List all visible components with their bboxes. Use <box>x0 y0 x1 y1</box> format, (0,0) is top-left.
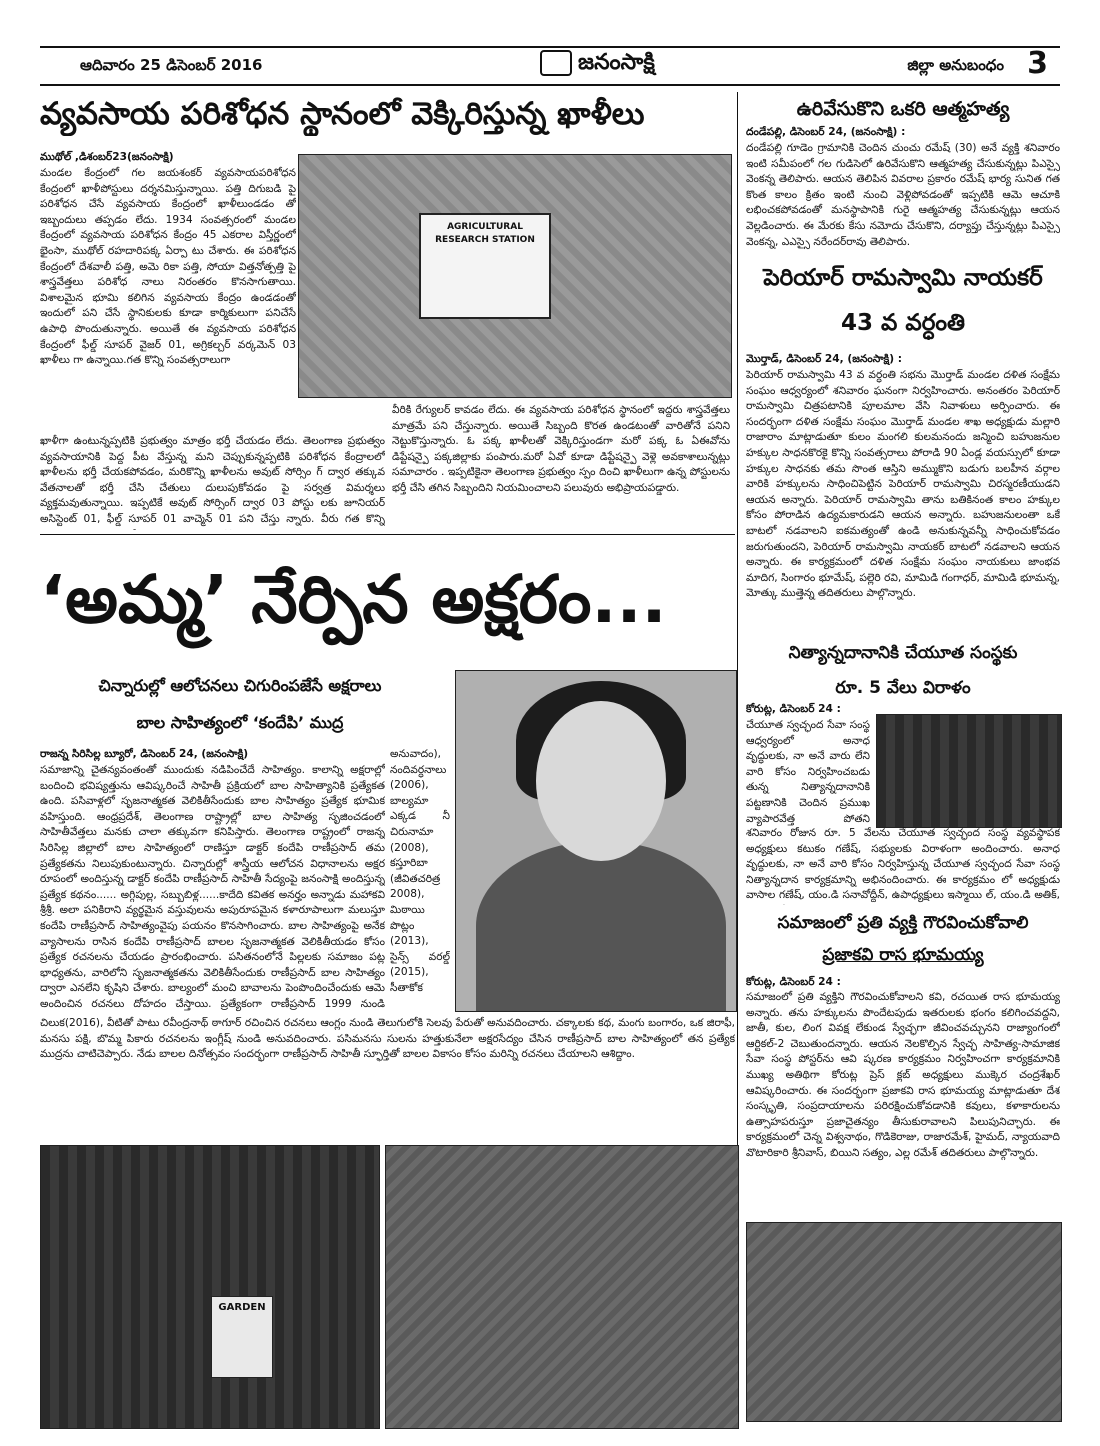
story2-dateline: దండేపల్లి, డిసెంబర్ 24, (జనంసాక్షి) : <box>746 126 906 138</box>
research-station-photo <box>298 154 732 398</box>
research-station-sign: AGRICULTURAL RESEARCH STATION <box>419 213 551 319</box>
story4-body-wide: శనివారం రోజున రూ. 5 వేలను చేయూత స్వచ్ఛంద సంస్థ వ్యవస్థాపక అధ్యక్షులు కటుకం గణేష్, సభ్యులకు విరాళంగా అందించారు. అనాధ వృద్ధులకు, నా అనే వారి కోసం నిర్వహిస్తున్న చేయూత స్వచ్ఛంద సేవా సంస్థ నిత్యాన్నదాన కార్యక్రమాన్ని అభినందించారు. ఈ కార్యక్రమం లో అధ్యక్షుడు వాసాల గణేష్, యం.డి సనావోద్దీన్, ఉపాధ్యక్షులు ఇస్మాయి ల్, యం.డి అతిక్, <box>746 827 1060 902</box>
book-signing-photo <box>385 1145 739 1429</box>
story1-column1: మండల కేంద్రంలో గల జయశంకర్ వ్యవసాయపరిశోధన కేంద్రంలో ఖాళీపోస్టులు దర్శనమిస్తున్నాయి. పత్తి దిగుబడి పై పరిశోధన చేసే వ్యవసాయ కేంద్రంలో ఖాళీలుండడం తో ఇబ్బందులు తప్పడం లేదు. 1934 సంవత్సరంలో మండల కేంద్రంలో వ్యవసాయ పరిశోధన కేంద్రం 45 ఎకరాల విస్తీర్ణంలో భైంసా, ముథోల్ రహదారిపక్క ఏర్పా టు చేశారు. ఈ పరిశోధన కేంద్రంలో దేశవాలీ పత్తి, అమె రికా పత్తి, సోయా విత్తనోత్పత్తి పై శాస్త్రవేత్తలు పరిశోధ నాలు నిరంతరం కొనసాగుతాయి. విశాలమైన భూమి కలిగిన వ్యవసాయ కేంద్రం ఉండడంతో ఇందులో పని చేసే స్థానికులకు కూడా కార్మికులుగా పనిచేసే ఉపాధి పొందుతున్నారు. అయితే ఈ వ్యవసాయ పరిశోధన కేంద్రంలో ఫీల్డ్ సూపర్ వైజర్ 01, అగ్రికల్చర్ వర్కమెన్ 03 ఖాళీలు గా ఉన్నాయి.గత కొన్ని సంవత్సరాలుగా <box>40 167 296 367</box>
story2-headline: ఉరివేసుకొని ఒకరి ఆత్మహత్య <box>796 98 1010 120</box>
story1-dateline: ముథోల్ ,డిశంబర్23(జనంసాక్షి) <box>40 151 174 163</box>
feature-body-main: సమాజాన్ని చైతన్యవంతంతో ముందుకు నడిపించేదే సాహిత్యం. కాలాన్ని అక్షరాల్లో బందించి భవిష్యత్తును ఆవిష్కరించే సాహితీ ప్రక్రియలో బాల సాహిత్యానికి ప్రత్యేకత ఉంది. పసివాళ్లలో సృజనాత్మకత వెలికితీసేందుకు బాల సాహిత్యం ప్రత్యేక భూమిక వహిస్తుంది. ఆంధ్రప్రదేశ్, తెలంగాణ రాష్ట్రాల్లో బాల సాహిత్య సృజించడంలో సాహితీవేత్తలు మనకు చాలా తక్కువగా కనిపిస్తారు. తెలంగాణ రాష్ట్రంలో రాజన్న సిరిసిల్ల జిల్లాలో బాల సాహిత్యంలో రాణిస్తూ డాక్టర్ కందేపి రాణీప్రసాద్ తమ ప్రత్యేకతను నిలుపుకుంటున్నారు. చిన్నారుల్లో శాస్త్రీయ ఆలోచన విధానాలను అక్షర రూపంలో అందిస్తున్న డాక్టర్ కందేపి రాణీప్రసాద్ సాహితీ సేద్యంపై జనంసాక్షి అందిస్తున్న ప్రత్యేక కథనం...... అగ్గిపుల్ల, సబ్బుబిళ్ల......కాదేది కవితక అనర్హం అన్నాడు మహాకవి శ్రీశ్రీ. అలా పనికిరాని వ్యర్థమైన వస్తువులను అపురూపమైన కళారూపాలుగా మలుస్తూ కందేపి రాణీప్రసాద్ సాహిత్యంవైపు పయనం కొనసాగించారు. బాల సాహిత్యంపై అనేక వ్యాసాలను రాసిన కందేపి రాణీప్రసాద్ బాలల సృజనాత్మకత వెలికితీయడం కోసం ప్రత్యేక రచనలను చేయడం ప్రారంభించారు. పసితనంలోనే పిల్లలకు సమాజం పట్ల భాధ్యతను, వారిలోని సృజనాత్మకతను వెలికితీసేందుకు రాణీప్రసాద్ బాల సాహిత్యం ద్వారా ఎనలేని కృషిని చేశారు. బాల్యంలో మంచి బావాలను పెంపొందించేందుకు ఆమె అందించిన రచనలు దోహదం చేస్తాయి. ప్రత్యేకంగా రాణీప్రసాద్ 1999 నుండి <box>40 764 385 1010</box>
author-portrait <box>455 670 737 1012</box>
story4-headline-line2: రూ. 5 వేలు విరాళం <box>835 678 971 698</box>
story5-headline-line1: సమాజంలో ప్రతి వ్యక్తి గౌరవించుకోవాలి <box>777 913 1029 933</box>
masthead-logo: జనంసాక్షి <box>540 50 655 80</box>
logo-icon <box>540 50 572 76</box>
feature-subhead1: చిన్నారుల్లో ఆలోచనలు చిగురింపజేసే అక్షరాలు <box>98 676 382 695</box>
feature-subhead2: బాల సాహిత్యంలో ‘కందేపి’ ముద్ర <box>136 713 344 732</box>
story5-body: సమాజంలో ప్రతి వ్యక్తిని గౌరవించుకోవాలని కవి, రచయిత రాస భూమయ్య అన్నారు. తను హక్కులను పొందేటపుడు ఇతరులకు భంగం కలిగించవద్దని, జాతీ, కుల, లింగ వివక్ష లేకుండ స్వేచ్ఛగా జీవించవచ్చునని రాజ్యాంగంలో ఆర్టికల్-2 చెబుతుందన్నారు. ఆయన నెలకొల్పిన స్వేచ్ఛ సాహిత్య-సామాజిక సేవా సంస్థ పోస్టర్‌ను ఆవి ష్కరణ కార్యక్రమం నిర్వహించగా కార్యక్రమానికి ముఖ్య అతిథిగా కోరుట్ల ప్రెస్ క్లబ్ అధ్యక్షులు ముక్కెర చంద్రశేఖర్ ఆవిష్కరించారు. ఈ సందర్భంగా ప్రజాకవి రాస భూమయ్య మాట్లాడుతూ దేశ సంస్కృతి, సంప్రదాయాలను పరిరక్షించుకోవడానికి కవులు, కళాకారులను ఉత్సాహపరుస్తూ ప్రజాచైతన్యం తీసుకురావాలని పిలుపునిచ్చారు. ఈ కార్యక్రమంలో చెన్న విశ్వనాథం, గొడికెరాజు, రాజారమేశ్, హైమద్, న్యాయవాది వొటారికారి శ్రీనివాస్, బియిని సత్యం, ఎల్ల రమేశ్ తదితరులు పాల్గొన్నారు. <box>746 991 1060 1159</box>
story1-continued: ఖాళీగా ఉంటున్నప్పటికి ప్రభుత్వం మాత్రం భర్తీ చేయడం లేదు. తెలంగాణ ప్రభుత్వం వ్యవసాయానికి పెద్ద పీట వేస్తున్న మని చెప్పుకున్నప్పటికి పరిశోధన కేంద్రాలలో ఖాళీలను భర్తీ చేయకపోవడం, మరికొన్ని ఖాళీలను అవుట్ సోర్సిం గ్ ద్వార తక్కువ వేతనాలతో భర్తీ చేసి చేతులు దులుపుకోవడం పై సర్వత్ర విమర్శలు వ్యక్తమవుతున్నాయి. ఇప్పటికే అవుట్ సోర్సింగ్ ద్వార 03 పోస్టు లకు జూనియర్ అసిస్టెంట్ 01, ఫీల్డ్ సూపర్ 01 వాచ్మెన్ 01 పని చేస్తు న్నారు. వీరు గత కొన్ని <box>40 435 385 525</box>
feature-body-tail: చిలుక(2016), వీటితో పాటు రవీంద్రనాథ్ ఠాగూర్ రచించిన రచనలు ఆంగ్లం నుండి తెలుగులోకి సెలవు పేరుతో అనువదించారు. చక్కాలకు కథ, మంగు బంగారం, ఒక జిరాఫీ, మనసు పక్షి, బొమ్మ పికారు రచనలను ఇంగ్లీష్ నుండి అనువదించారు. పసిమనసు సులను హత్తుకునేలా అక్షరసేద్యం చేసిన రాణీప్రసాద్ బాల సాహిత్యంలో తన ప్రత్యేక ముద్రను చాటిచెప్పారు. నేడు బాలల దినోత్సవం సందర్భంగా రాణీప్రసాద్ సాహితీ స్ఫూర్తితో బాలల వికాసం కోసం మరిన్ని రచనలు చేయాలని ఆశిద్దాం. <box>40 1017 735 1061</box>
page-header <box>40 46 1060 86</box>
feature-dateline: రాజన్న సిరిసిల్ల బ్యూరో, డిసెంబర్ 24, (జనంసాక్షి) <box>40 748 249 760</box>
story5-dateline: కోరుట్ల, డిసెంబర్ 24 : <box>746 976 841 988</box>
issue-date: ఆదివారం 25 డిసెంబర్ 2016 <box>80 56 263 74</box>
portrait-face <box>536 701 666 861</box>
portrait-saree <box>476 841 726 1011</box>
story3-body: పెరియార్ రామస్వామి 43 వ వర్ధంతి సభను మొర్తాడ్ మండల దళిత సంక్షేమ సంఘం ఆధ్వర్యంలో శనివారం ఘనంగా నిర్వహించారు. అనంతరం పెరియార్ రామస్వామి చిత్రపటానికి పూలమాల వేసి నివాళులు అర్పించారు. ఈ సందర్భంగా దళిత సంక్షేమ సంఘం మొర్తాడ్ మండల శాఖ అధ్యక్షుడు మల్లారి రాజారాం మాట్లాడుతూ కులం మంగలి కులమనందు జన్మించి బహుజనుల హక్కుల సాధనకొరకై కొన్ని సంవత్సరాలు పోరాడి 90 ఏండ్ల వయస్సులో కూడా హక్కుల సాధనకు తమ సొంత ఆస్తిని అమ్ముకొని బడుగు బలహీన వర్గాల వారికి హక్కులను సాధించిపెట్టిన పెరియార్ రామస్వామి చిరస్మరణీయుడని ఆయన అన్నారు. పెరియార్ రామస్వామి తాను బతికినంత కాలం హక్కుల కోసం పోరాడిన ఉద్యమకారుడని ఆయన అన్నారు. బహుజనులంతా ఒకే బాటలో నడవాలని ఐకమత్యంతో ఉండి అనుకున్నవన్నీ సాధించుకోవడం జరుగుతుందని, పెరియార్ రామస్వామి నాయకర్ బాటలో నడవాలని ఆయన అన్నారు. ఈ కార్యక్రమంలో దళిత సంక్షేమ సంఘం నాయకులు జాంభవ మాదిగ, సింగారం భూమేష్, పల్లెరి రవి, మామిడి గంగాధర్, మామిడి భూమన్న, మోత్కు ముత్తెన్న తదితరులు పాల్గొన్నారు. <box>746 369 1060 600</box>
book-cover: GARDEN <box>211 1296 273 1378</box>
feature-title: ‘అమ్మ’ నేర్పిన అక్షరం... <box>40 561 667 638</box>
donation-photo <box>876 714 1062 828</box>
section-name: జిల్లా అనుబంధం <box>907 56 1004 74</box>
story5-headline-line2: ప్రజాకవి రాస భూమయ్య <box>822 945 984 965</box>
feature-body-narrow: అనువాదం), నందివర్ధనాలు (2006), బాల్యమా ఎక్కడ నీ చిరునామా (2008), కస్తూరిబా (జీవితచరిత్ర 2008), మిఠాయి పొట్లం (2013), సైన్స్ వరల్డ్ (2015), సీతాకోక <box>390 748 450 994</box>
story3-dateline: మొర్తాడ్, డిసెంబర్ 24, (జనంసాక్షి) : <box>746 353 902 365</box>
story3-headline-line2: 43 వ వర్ధంతి <box>840 310 965 336</box>
section-divider <box>40 534 735 535</box>
story3-headline-line1: పెరియార్ రామస్వామి నాయకర్ <box>763 265 1043 291</box>
story1-column2: వీరికి రేగ్యులర్ కావడం లేదు. ఈ వ్యవసాయ పరిశోధన స్థానంలో ఇద్దరు శాస్త్రవేత్తలు మాత్రమే పని చేస్తున్నారు. అయితే సిబ్బంది కొరత ఉండటంతో వారితోనే పనిని నెట్టుకొస్తున్నారు. ఓ పక్క ఖాళీలతో వెక్కిరిస్తుండగా మరో పక్క ఓ ఏఈవోను డిప్టేషన్పై పక్కజిల్లాకు పంపారు.మరో ఏవో కూడా డిప్టేషన్పై వెళ్లె అవకాశాలున్నట్లు సమాచారం . ఇప్పటికైనా తెలంగాణ ప్రభుత్వం స్పం దించి ఖాళీలుగా ఉన్న పోస్టులను భర్తీ చేసి తగిన సిబ్బందిని నియమించాలని పలువురు అభిప్రాయపడ్డారు. <box>392 404 730 494</box>
page-number: 3 <box>1027 46 1048 81</box>
book-display-photo <box>40 1145 380 1429</box>
story1-headline: వ్యవసాయ పరిశోధన స్థానంలో వెక్కిరిస్తున్న ఖాళీలు <box>40 96 645 132</box>
story4-dateline: కోరుట్ల, డిసెంబర్ 24 : <box>746 703 841 715</box>
story4-body-narrow: చేయూత స్వచ్ఛంద సేవా సంస్థ ఆధ్వర్యంలో అనాధ వృద్ధులకు, నా అనే వారు లేని వారి కోసం నిర్వహించబడు తున్న నిత్యాన్నదానానికి పట్టణానికి చెందిన ప్రముఖ వ్యాపారవేత్త పోతని <box>746 719 870 825</box>
poster-launch-photo <box>746 1222 1062 1422</box>
story2-body: దండేపల్లి గూడెం గ్రామానికి చెందిన చుంచు రమేష్ (30) అనే వ్యక్తి శనివారం ఇంటి సమీపంలో గల గుడిసెలో ఉరివేసుకొని ఆత్మహత్య చేసుకున్నట్లు పిఎస్సై వెంకన్న తెలిపారు. ఆయన తెలిపిన వివరాల ప్రకారం రమేష్ భార్య సునిత గత కొంత కాలం క్రితం ఇంటి నుంచి వెళ్లిపోవడంతో ఇప్పటికి ఆమె ఆచూకి లభించకపోవడంతో మనస్థాపానికి గురై ఆత్మహత్య చేసుకున్నట్లు ఆయన వెల్లడించారు. ఈ మేరకు కేసు నమోదు చేసుకొని, దర్యాప్తు చేస్తున్నట్లు పిఎస్సై వెంకన్న, ఎఎస్సై నరేందర్‌రావు తెలిపారు. <box>746 142 1060 248</box>
story4-headline-line1: నిత్యాన్నదానానికి చేయూత సంస్థకు <box>788 643 1018 663</box>
